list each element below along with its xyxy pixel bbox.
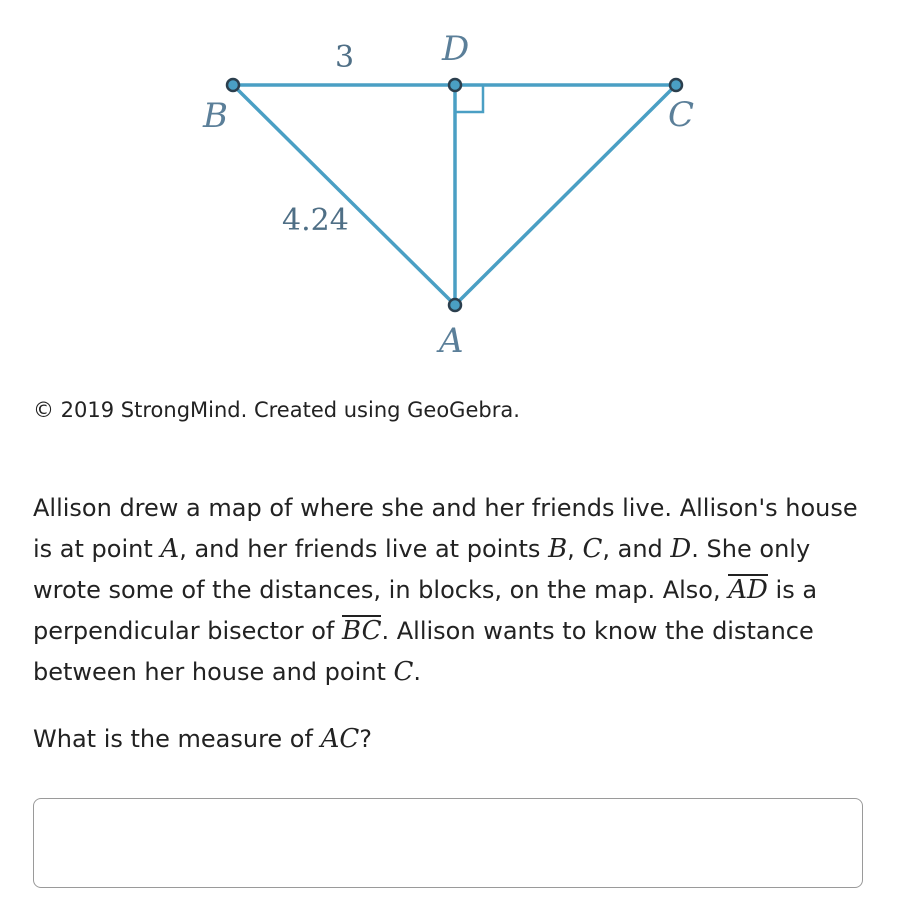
copyright-caption: © 2019 StrongMind. Created using GeoGebra. — [33, 398, 520, 422]
problem-text — [33, 488, 878, 760]
triangle-diagram — [0, 0, 898, 380]
label-length-bd: 3 — [335, 40, 355, 75]
math-var-b: B — [548, 534, 568, 564]
segment-bc-notation: BC — [342, 616, 382, 646]
math-var-d: D — [670, 534, 692, 564]
label-point-d: D — [442, 29, 470, 69]
point-a — [449, 299, 461, 311]
triangle-figure — [0, 0, 898, 380]
math-var-c-2: C — [393, 657, 414, 687]
segment-ad-notation: AD — [728, 575, 768, 605]
point-d — [449, 79, 461, 91]
math-var-c: C — [582, 534, 603, 564]
segment-ac — [455, 85, 676, 305]
point-b — [227, 79, 239, 91]
label-point-c: C — [668, 95, 695, 135]
math-var-ac: AC — [320, 724, 360, 754]
math-var-a: A — [160, 534, 180, 564]
point-c — [670, 79, 682, 91]
segment-ab — [233, 85, 455, 305]
problem-paragraph: Allison drew a map of where she and her friends live. Allison's house is at point A, and her friends live at points B, C, and D. She only wrote some of the distances, in blocks, on the map. Also, AD is a perpendicular bisector of BC. Allison wants to know the distance between her house and point C. — [33, 494, 858, 687]
answer-input[interactable] — [33, 798, 863, 888]
label-point-b: B — [203, 96, 228, 136]
question-text: What is the measure of AC? — [33, 724, 372, 754]
label-point-a: A — [439, 321, 464, 361]
label-length-ab: 4.24 — [282, 203, 349, 238]
